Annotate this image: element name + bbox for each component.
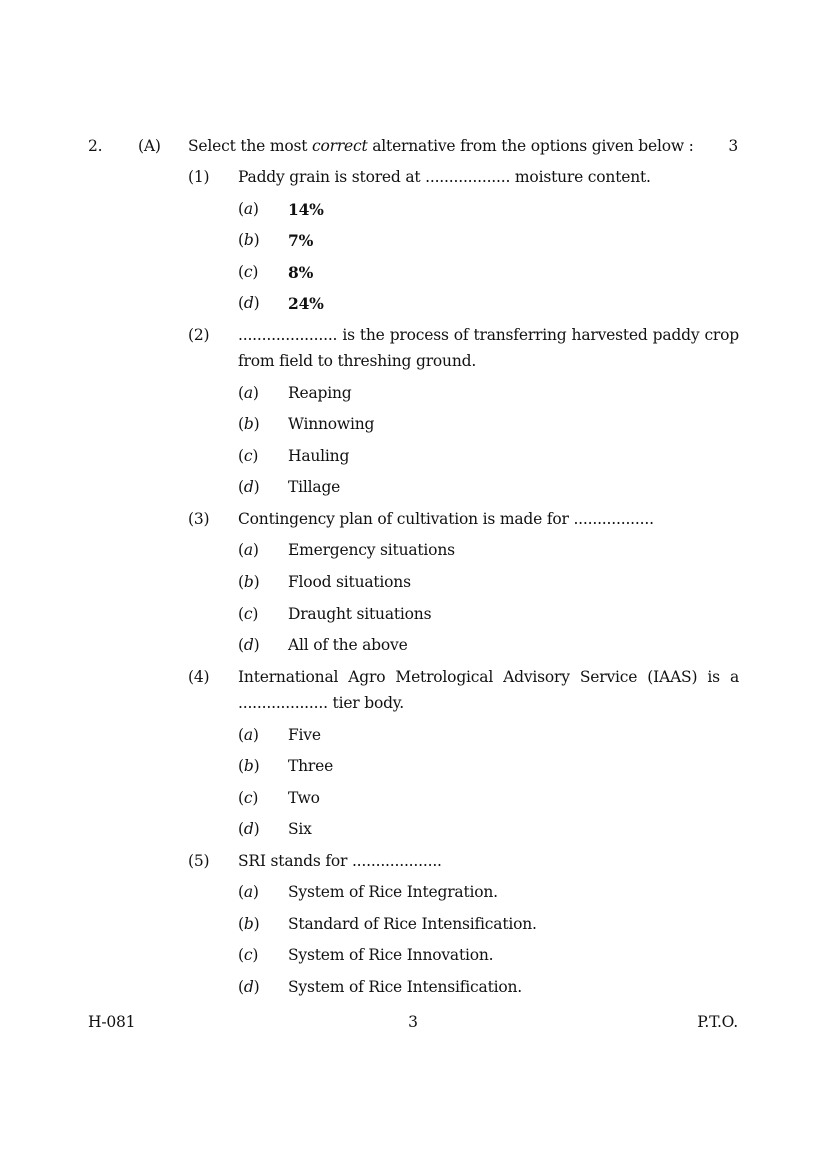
option-label: (b) — [238, 415, 260, 433]
option-text: Five — [288, 726, 321, 744]
option-letter: a — [243, 384, 253, 402]
option-letter: c — [243, 447, 253, 465]
option-letter: b — [243, 415, 254, 433]
option-letter: d — [243, 978, 254, 996]
item-text: ..................... is the process of transferring harvested paddy crop from field to threshing ground. — [238, 326, 739, 370]
option-text: 8% — [288, 263, 314, 282]
option-label: (a) — [238, 541, 259, 559]
instruction-post: alternative from the options given below : — [367, 137, 694, 155]
item-text: International Agro Metrological Advisory Service (IAAS) is a ................... tier body. — [238, 668, 739, 712]
item-number: (1) — [188, 168, 210, 186]
option-label: (c) — [238, 447, 259, 465]
option-letter: a — [243, 541, 253, 559]
item-text: SRI stands for ................... — [238, 852, 442, 870]
item-text: Paddy grain is stored at .................. moisture content. — [238, 168, 651, 186]
option-text: System of Rice Innovation. — [288, 946, 494, 964]
marks: 3 — [728, 137, 738, 155]
option-text: Draught situations — [288, 605, 432, 623]
option-label: (d) — [238, 294, 260, 312]
option-letter: d — [243, 294, 254, 312]
option-label: (d) — [238, 478, 260, 496]
option-label: (a) — [238, 883, 259, 901]
question-instruction — [188, 137, 694, 155]
option-letter: a — [243, 883, 253, 901]
option-label: (b) — [238, 573, 260, 591]
option-text: Emergency situations — [288, 541, 455, 559]
option-label: (d) — [238, 978, 260, 996]
option-label: (b) — [238, 757, 260, 775]
option-letter: d — [243, 636, 254, 654]
item-text: Contingency plan of cultivation is made for ................. — [238, 510, 654, 528]
option-label: (a) — [238, 384, 259, 402]
option-label: (b) — [238, 231, 260, 249]
option-label: (a) — [238, 200, 259, 218]
option-text: Flood situations — [288, 573, 411, 591]
option-letter: b — [243, 757, 254, 775]
item-number: (4) — [188, 668, 210, 686]
option-text: All of the above — [288, 636, 408, 654]
option-label: (d) — [238, 820, 260, 838]
instruction-italic: correct — [312, 137, 368, 155]
option-label: (a) — [238, 726, 259, 744]
option-text: Winnowing — [288, 415, 375, 433]
option-label: (d) — [238, 636, 260, 654]
option-letter: c — [243, 946, 253, 964]
option-text: 7% — [288, 231, 314, 250]
option-letter: a — [243, 726, 253, 744]
item-number: (3) — [188, 510, 210, 528]
option-label: (c) — [238, 946, 259, 964]
option-letter: b — [243, 573, 254, 591]
item-number: (5) — [188, 852, 210, 870]
option-letter: c — [243, 605, 253, 623]
option-letter: c — [243, 789, 253, 807]
option-text: Six — [288, 820, 312, 838]
option-letter: b — [243, 915, 254, 933]
option-text: System of Rice Integration. — [288, 883, 498, 901]
option-text: Standard of Rice Intensification. — [288, 915, 537, 933]
page-number: 3 — [408, 1013, 418, 1031]
option-letter: c — [243, 263, 253, 281]
option-letter: d — [243, 820, 254, 838]
option-text: Hauling — [288, 447, 350, 465]
option-label: (c) — [238, 789, 259, 807]
option-letter: d — [243, 478, 254, 496]
instruction-pre: Select the most — [188, 137, 313, 155]
option-text: Tillage — [288, 478, 341, 496]
option-letter: a — [243, 200, 253, 218]
paper-code: H-081 — [88, 1013, 136, 1031]
option-text: System of Rice Intensification. — [288, 978, 523, 996]
option-text: Three — [288, 757, 334, 775]
section-label: (A) — [138, 137, 161, 155]
option-label: (c) — [238, 263, 259, 281]
pto-label: P.T.O. — [697, 1013, 738, 1031]
option-text: Two — [288, 789, 320, 807]
option-label: (c) — [238, 605, 259, 623]
question-number: 2. — [88, 137, 103, 155]
option-text: Reaping — [288, 384, 352, 402]
item-number: (2) — [188, 326, 210, 344]
option-letter: b — [243, 231, 254, 249]
option-label: (b) — [238, 915, 260, 933]
option-text: 24% — [288, 294, 324, 313]
option-text: 14% — [288, 200, 324, 219]
